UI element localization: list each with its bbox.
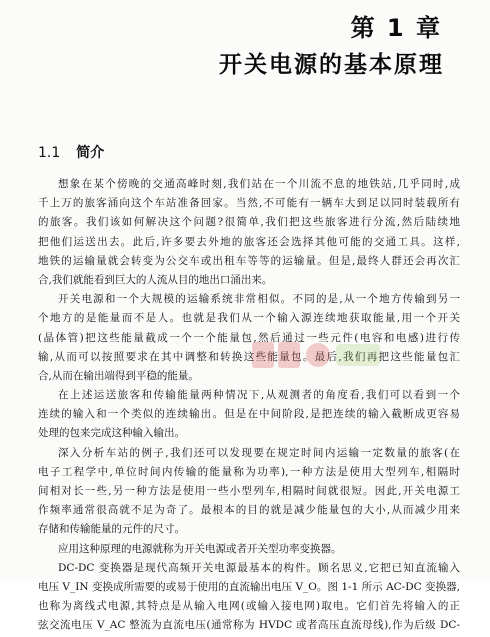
text-line: 应用这种原理的电源就称为开关电源或者开关型功率变换器。 [58, 542, 342, 555]
section-number: 1.1 [38, 145, 61, 161]
section-title: 简介 [76, 145, 105, 161]
text-line: 合,从而在输出端得到平稳的能量。 [38, 369, 199, 382]
text-line: 合,我们就能看到巨大的人流从目的地出口涌出来。 [38, 273, 273, 286]
body-text [38, 176, 460, 637]
text-line: 千上万的旅客涌向这个车站准备回家。当然,不可能有一辆车大到足以同时装载所有 [38, 197, 460, 210]
text-line: 地铁的运输量就会转变为公交车或出租车等等的运输量。但是,最终人群还会再次汇 [38, 254, 460, 267]
text-line: 想象在某个傍晚的交通高峰时刻,我们站在一个川流不息的地铁站,几乎同时,成 [58, 178, 460, 190]
text-line: 电子工程学中,单位时间内传输的能量称为功率),一种方法是使用大型列车,相隔时 [38, 465, 460, 478]
text-line: 也称为离线式电源,其特点是从输入电网(或输入接电网)取电。它们首先将输入的正 [38, 600, 460, 613]
text-line: 开关电源和一个大规模的运输系统非常相似。不同的是,从一个地方传输到另一 [58, 293, 460, 306]
text-line: 存储和传输能量的元件的尺寸。 [38, 523, 185, 536]
section-heading [38, 142, 104, 162]
text-line: 弦交流电压 V_AC 整流为直流电压(通常称为 HVDC 或者高压直流母线),作为后级 DC- [38, 619, 460, 632]
text-line: 在上述运送旅客和传输能量两种情况下,从观测者的角度看,我们可以看到一个 [58, 389, 460, 402]
text-line: 输,从而可以按照要求在其中调整和转换这些能量包。最后,我们再把这些能量包汇 [38, 350, 460, 363]
text-line: (晶体管)把这些能量截成一个一个能量包,然后通过一些元件(电容和电感)进行传 [38, 331, 460, 344]
text-line: DC-DC 变换器是现代高频开关电源最基本的构件。顾名思义,它把已知直流输入 [58, 561, 460, 574]
text-line: 深入分析车站的例子,我们还可以发现要在规定时间内运输一定数量的旅客(在 [58, 446, 460, 459]
text-line: 个地方的是能量而不是人。也就是我们从一个输入源连续地获取能量,用一个开关 [38, 312, 460, 325]
text-line: 处理的包来完成这种输入输出。 [38, 427, 185, 440]
text-line: 的旅客。我们该如何解决这个问题?很简单,我们把这些旅客进行分流,然后陆续地 [38, 216, 460, 229]
text-line: 把他们运送出去。此后,许多要去外地的旅客还会选择其他可能的交通工具。这样, [38, 235, 460, 248]
text-line: 连续的输入和一个类似的连续输出。但是在中间阶段,是把连续的输入截断成更容易 [38, 408, 460, 421]
text-line: 间相对长一些,另一种方法是使用一些小型列车,相隔时间就很短。因此,开关电源工 [38, 485, 460, 497]
chapter-number: 第 1 章 [350, 14, 442, 42]
text-line: 作频率通常很高就不足为奇了。最根本的目的就是减少能量包的大小,从而减少用来 [38, 504, 460, 517]
text-line: 电压 V_IN 变换成所需要的或易于使用的直流输出电压 V_O。图 1-1 所示 AC-DC 变换器, [38, 580, 460, 593]
chapter-title: 开关电源的基本原理 [219, 52, 444, 78]
